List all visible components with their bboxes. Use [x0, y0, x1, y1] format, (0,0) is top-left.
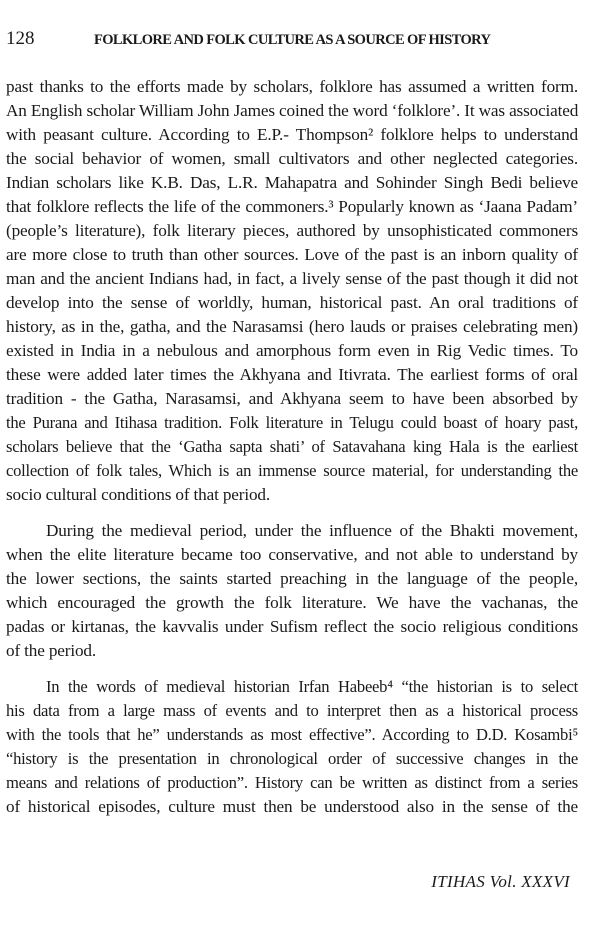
- text-line: of historical episodes, culture must then be understood also in the sense of the: [6, 797, 578, 816]
- text-line: his data from a large mass of events and to interpret then as a historical process: [6, 701, 578, 720]
- text-line: Indian scholars like K.B. Das, L.R. Mahapatra and Sohinder Singh Bedi believe: [6, 173, 578, 192]
- page-number: 128: [6, 28, 35, 49]
- text-line: the social behavior of women, small cultivators and other neglected categories.: [6, 149, 578, 168]
- text-line: when the elite literature became too conservative, and not able to understand by: [6, 545, 578, 564]
- text-line: tradition - the Gatha, Narasamsi, and Akhyana seem to have been absorbed by: [6, 389, 578, 408]
- text-line: scholars believe that the ‘Gatha sapta shati’ of Satavahana king Hala is the earliest: [6, 437, 578, 456]
- text-line: of the period.: [6, 641, 97, 660]
- text-line: with peasant culture. According to E.P.- Thompson² folklore helps to understand: [6, 125, 578, 144]
- text-line: During the medieval period, under the influence of the Bhakti movement,: [46, 521, 578, 540]
- text-line: means and relations of production”. History can be written as distinct from a series: [6, 773, 578, 792]
- text-line: socio cultural conditions of that period.: [6, 485, 271, 504]
- text-line: collection of folk tales, Which is an immense source material, for understanding the: [6, 461, 578, 480]
- text-line: man and the ancient Indians had, in fact, a lively sense of the past though it did not: [6, 269, 578, 288]
- text-line: these were added later times the Akhyana and Itivrata. The earliest forms of oral: [6, 365, 578, 384]
- text-line: the lower sections, the saints started preaching in the language of the people,: [6, 569, 578, 588]
- running-title: FOLKLORE AND FOLK CULTURE AS A SOURCE OF HISTORY: [94, 32, 491, 48]
- text-line: past thanks to the efforts made by scholars, folklore has assumed a written form.: [6, 77, 578, 96]
- text-line: existed in India in a nebulous and amorphous form even in Rig Vedic times. To: [6, 341, 578, 360]
- text-line: which encouraged the growth the folk literature. We have the vachanas, the: [6, 593, 578, 612]
- text-line: develop into the sense of worldly, human, historical past. An oral traditions of: [6, 293, 578, 312]
- text-line: padas or kirtanas, the kavvalis under Sufism reflect the socio religious conditions: [6, 617, 578, 636]
- text-line: In the words of medieval historian Irfan Habeeb⁴ “the historian is to select: [46, 677, 578, 696]
- text-line: that folklore reflects the life of the commoners.³ Popularly known as ‘Jaana Padam’: [6, 197, 578, 216]
- text-line: history, as in the, gatha, and the Narasamsi (hero lauds or praises celebrating men): [6, 317, 578, 336]
- text-line: are more close to truth than other sources. Love of the past is an inborn quality of: [6, 245, 578, 264]
- text-line: (people’s literature), folk literary pieces, authored by unsophisticated commoners: [6, 221, 578, 240]
- text-line: the Purana and Itihasa tradition. Folk literature in Telugu could boast of hoary past,: [6, 413, 578, 432]
- journal-footer: ITIHAS Vol. XXXVI: [431, 872, 570, 891]
- text-line: An English scholar William John James coined the word ‘folklore’. It was associated: [6, 101, 579, 120]
- text-line: “history is the presentation in chronological order of successive changes in the: [6, 749, 578, 768]
- text-line: with the tools that he” understands as most effective”. According to D.D. Kosambi⁵: [6, 725, 578, 744]
